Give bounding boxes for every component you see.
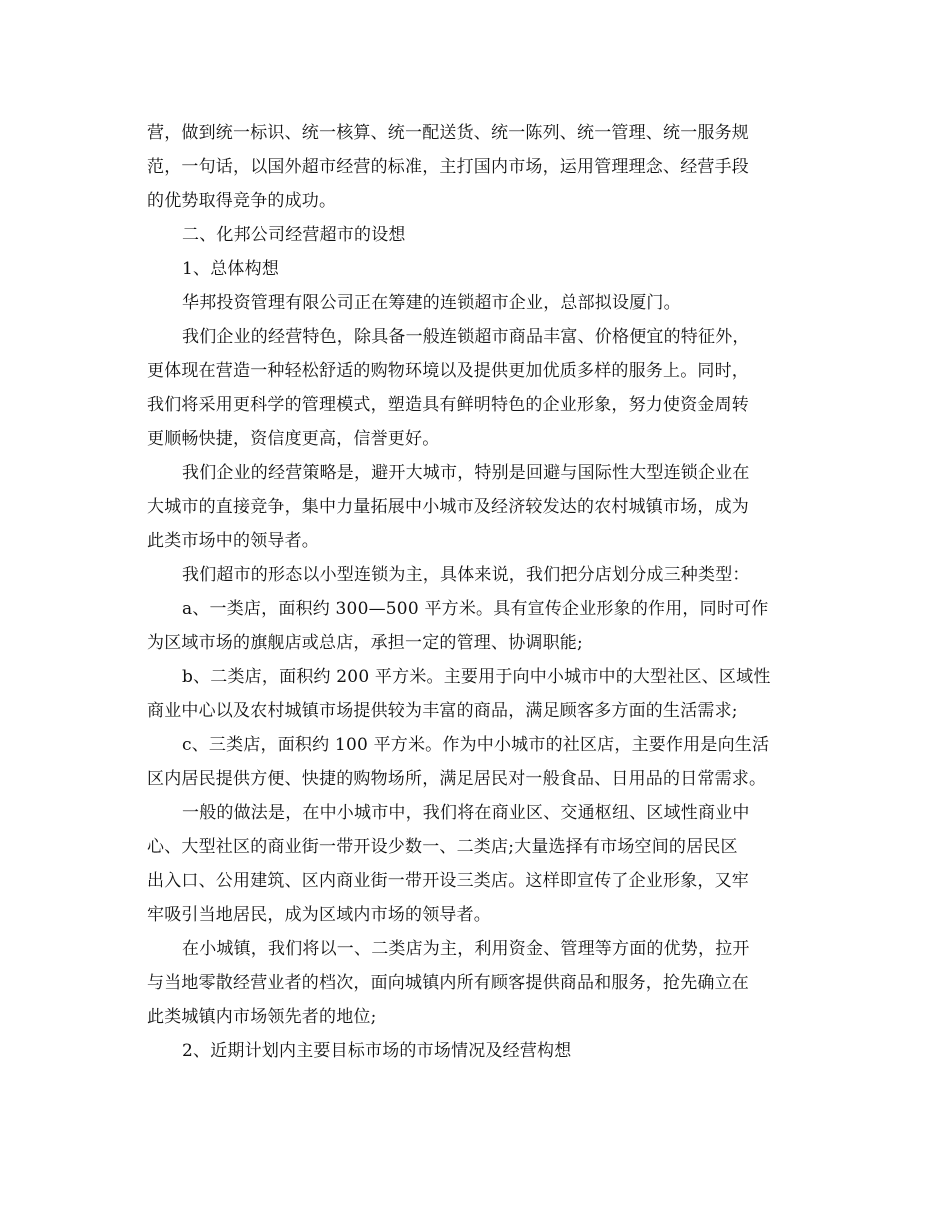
- text-line: 此类市场中的领导者。: [147, 531, 319, 551]
- subsection-heading: 1、总体构想: [182, 259, 280, 279]
- text-line: 此类城镇内市场领先者的地位;: [147, 1007, 377, 1027]
- text-line: 我们企业的经营策略是，避开大城市，特别是回避与国际性大型连锁企业在: [182, 463, 750, 483]
- text-line: 区内居民提供方便、快捷的购物场所，满足居民对一般食品、日用品的日常需求。: [147, 769, 767, 789]
- text-line: 更顺畅快捷，资信度更高，信誉更好。: [147, 429, 440, 449]
- text-line: 我们超市的形态以小型连锁为主，具体来说，我们把分店划分成三种类型：: [182, 565, 750, 585]
- text-line: 更体现在营造一种轻松舒适的购物环境以及提供更加优质多样的服务上。同时，: [147, 361, 749, 381]
- text-line: 营，做到统一标识、统一核算、统一配送货、统一陈列、统一管理、统一服务规: [147, 123, 749, 143]
- text-line: 大城市的直接竞争，集中力量拓展中小城市及经济较发达的农村城镇市场，成为: [147, 497, 749, 517]
- text-line: 与当地零散经营业者的档次，面向城镇内所有顾客提供商品和服务，抢先确立在: [147, 973, 749, 993]
- text-line: 商业中心以及农村城镇市场提供较为丰富的商品，满足顾客多方面的生活需求;: [147, 701, 738, 721]
- text-line: 范，一句话，以国外超市经营的标准，主打国内市场，运用管理理念、经营手段: [147, 157, 749, 177]
- text-line: 牢吸引当地居民，成为区域内市场的领导者。: [147, 905, 491, 925]
- text-line: 的优势取得竞争的成功。: [147, 191, 337, 211]
- text-line: 一般的做法是，在中小城市中，我们将在商业区、交通枢纽、区域性商业中: [182, 803, 750, 823]
- text-line: 为区域市场的旗舰店或总店，承担一定的管理、协调职能;: [147, 633, 583, 653]
- text-line: 华邦投资管理有限公司正在筹建的连锁超市企业，总部拟设厦门。: [182, 293, 681, 313]
- list-item-c: c、三类店，面积约 100 平方米。作为中小城市的社区店，主要作用是向生活: [182, 735, 770, 755]
- text-line: 在小城镇，我们将以一、二类店为主，利用资金、管理等方面的优势，拉开: [182, 939, 750, 959]
- text-line: 出入口、公用建筑、区内商业街一带开设三类店。这样即宣传了企业形象，又牢: [147, 871, 749, 891]
- list-item-a: a、一类店，面积约 300—500 平方米。具有宣传企业形象的作用，同时可作: [182, 599, 769, 619]
- text-line: 心、大型社区的商业街一带开设少数一、二类店;大量选择有市场空间的居民区: [147, 837, 738, 857]
- section-heading: 二、化邦公司经营超市的设想: [182, 225, 406, 245]
- text-line: 我们将采用更科学的管理模式，塑造具有鲜明特色的企业形象，努力使资金周转: [147, 395, 749, 415]
- text-line: 我们企业的经营特色，除具备一般连锁超市商品丰富、价格便宜的特征外，: [182, 327, 750, 347]
- document-body: [147, 116, 807, 1068]
- list-item-b: b、二类店，面积约 200 平方米。主要用于向中小城市中的大型社区、区域性: [182, 667, 771, 687]
- subsection-heading: 2、近期计划内主要目标市场的市场情况及经营构想: [182, 1041, 572, 1061]
